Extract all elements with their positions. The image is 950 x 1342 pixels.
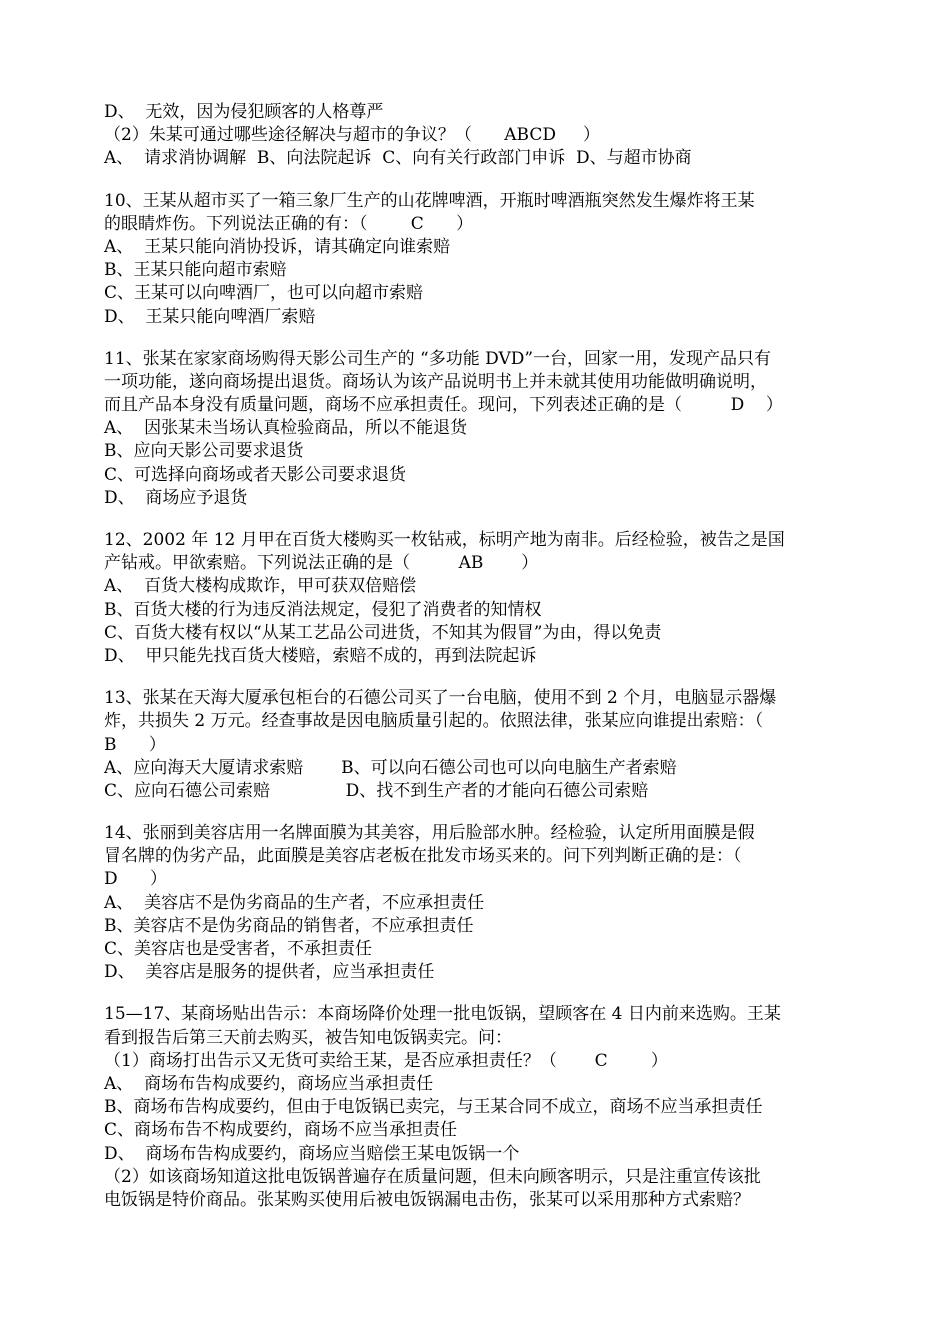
question-line: 14、张丽到美容店用一名牌面膜为其美容，用后脸部水肿。经检验，认定所用面膜是假: [104, 823, 755, 844]
option-line: A、 请求消协调解 B、向法院起诉 C、向有关行政部门申诉 D、与超市协商: [104, 148, 692, 169]
option-line: D、 商场布告构成要约，商场应当赔偿王某电饭锅一个: [104, 1143, 520, 1164]
option-line: A、 百货大楼构成欺诈，甲可获双倍赔偿: [104, 576, 417, 597]
option-line: C、美容店也是受害者，不承担责任: [104, 939, 373, 959]
question-12: [104, 529, 854, 668]
option-line: C、王某可以向啤酒厂，也可以向超市索赔: [104, 283, 424, 304]
option-line: C、商场布告不构成要约，商场不应当承担责任: [104, 1120, 458, 1141]
option-line: D、 无效，因为侵犯顾客的人格尊严: [104, 102, 384, 122]
question-line: 看到报告后第三天前去购买，被告知电饭锅卖完。问：: [104, 1027, 512, 1048]
question-line: （2）如该商场知道这批电饭锅普遍存在质量问题，但未向顾客明示，只是注重宣传该批: [104, 1166, 761, 1187]
option-line: C、百货大楼有权以“从某工艺品公司进货，不知其为假冒”为由，得以免责: [104, 622, 662, 643]
question-line: 冒名牌的伪劣产品，此面膜是美容店老板在批发市场买来的。问下列判断正确的是：（: [104, 846, 742, 867]
question-line: 炸，共损失 2 万元。经查事故是因电脑质量引起的。依照法律，张某应向谁提出索赔：（: [104, 711, 764, 732]
question-line: 的眼睛炸伤。下列说法正确的有：（ C ）: [104, 213, 474, 234]
option-line: A、 美容店不是伪劣商品的生产者，不应承担责任: [104, 892, 485, 913]
option-line: C、应向石德公司索赔 D、找不到生产者的才能向石德公司索赔: [104, 780, 649, 801]
intro-block: [104, 101, 854, 171]
document-content: [104, 101, 854, 1212]
option-line: A、 商场布告构成要约，商场应当承担责任: [104, 1073, 434, 1094]
question-14: [104, 822, 854, 984]
question-line: 13、张某在天海大厦承包柜台的石德公司买了一台电脑，使用不到 2 个月，电脑显示器爆: [104, 688, 777, 709]
option-line: A、 王某只能向消协投诉，请其确定向谁索赔: [104, 236, 451, 257]
option-line: B、王某只能向超市索赔: [104, 260, 287, 281]
question-line: D ）: [104, 869, 168, 890]
question-line: 11、张某在家家商场购得天影公司生产的 “多功能 DVD”一台，回家一用，发现产品只有: [104, 348, 772, 369]
option-line: A、应向海天大厦请求索赔 B、可以向石德公司也可以向电脑生产者索赔: [104, 757, 677, 778]
question-line: B ）: [104, 734, 166, 755]
option-line: D、 王某只能向啤酒厂索赔: [104, 306, 316, 327]
question-line: 产钻戒。甲欲索赔。下列说法正确的是（ AB ）: [104, 553, 539, 574]
question-line: 一项功能，遂向商场提出退货。商场认为该产品说明书上并未就其使用功能做明确说明，: [104, 371, 767, 392]
option-line: B、应向天影公司要求退货: [104, 441, 304, 462]
question-line: 15—17、某商场贴出告示：本商场降价处理一批电饭锅，望顾客在 4 日内前来选购。王某: [104, 1004, 781, 1025]
question-line: 12、2002 年 12 月甲在百货大楼购买一枚钻戒，标明产地为南非。后经检验，被告之是国: [104, 530, 785, 550]
question-line: 电饭锅是特价商品。张某购买使用后被电饭锅漏电击伤，张某可以采用那种方式索赔？: [104, 1189, 750, 1210]
question-11: [104, 348, 854, 510]
question-13: [104, 687, 854, 803]
option-line: C、可选择向商场或者天影公司要求退货: [104, 464, 407, 485]
question-line: 而且产品本身没有质量问题，商场不应承担责任。现问，下列表述正确的是（ D ）: [104, 395, 783, 416]
question-10: [104, 190, 854, 329]
question-line: （1）商场打出告示又无货可卖给王某，是否应承担责任？（ C ）: [104, 1050, 668, 1071]
question-15-17: [104, 1003, 854, 1212]
option-line: D、 美容店是服务的提供者，应当承担责任: [104, 962, 435, 983]
option-line: D、 商场应予退货: [104, 487, 248, 508]
option-line: B、商场布告构成要约，但由于电饭锅已卖完，与王某合同不成立，商场不应当承担责任: [104, 1097, 763, 1118]
option-line: B、美容店不是伪劣商品的销售者，不应承担责任: [104, 915, 474, 936]
option-line: B、百货大楼的行为违反消法规定，侵犯了消费者的知情权: [104, 599, 542, 620]
option-line: D、 甲只能先找百货大楼赔，索赔不成的，再到法院起诉: [104, 645, 537, 666]
question-line: （2）朱某可通过哪些途径解决与超市的争议？（ ABCD ）: [104, 125, 600, 146]
question-line: 10、王某从超市买了一箱三象厂生产的山花牌啤酒，开瓶时啤酒瓶突然发生爆炸将王某: [104, 190, 755, 211]
option-line: A、 因张某未当场认真检验商品，所以不能退货: [104, 418, 468, 439]
